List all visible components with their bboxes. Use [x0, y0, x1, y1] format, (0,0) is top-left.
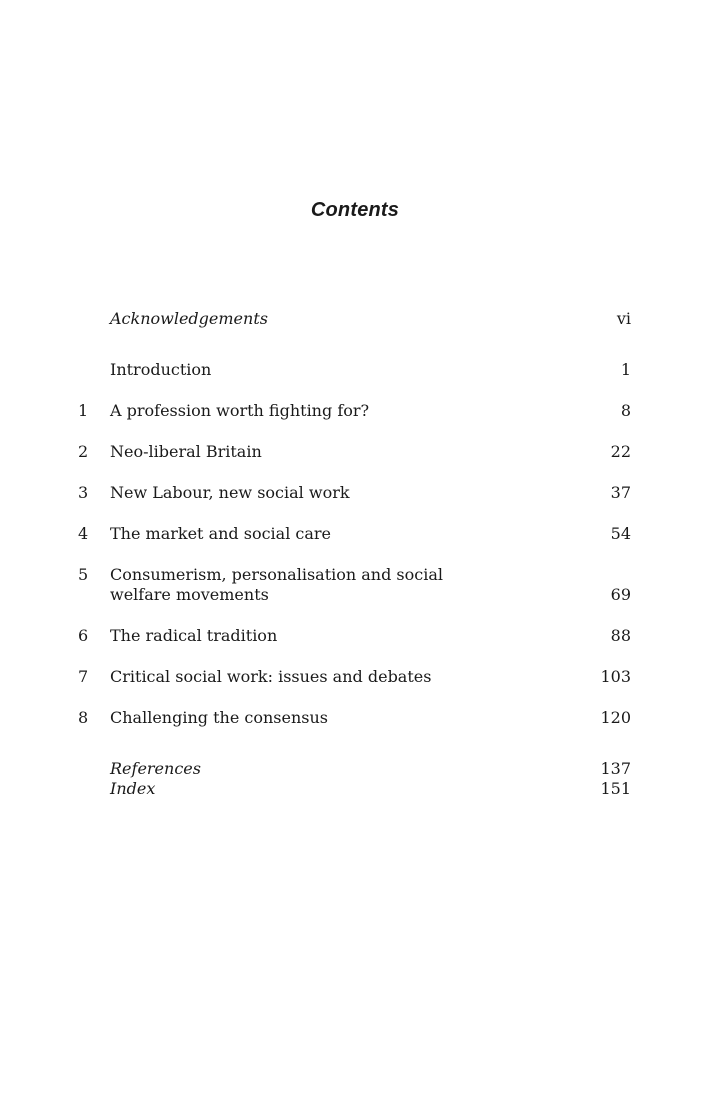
- chapter-number: 2: [78, 442, 89, 461]
- chapter-title: [110, 565, 510, 605]
- chapter-number: 6: [78, 626, 89, 645]
- chapter-page: 54: [610, 524, 631, 543]
- chapter-title: Neo-liberal Britain: [110, 442, 262, 461]
- chapter-number: 5: [78, 565, 89, 584]
- toc-entry-label: Acknowledgements: [110, 309, 268, 328]
- chapter-number: 8: [78, 708, 89, 727]
- chapter-page: 8: [620, 401, 631, 420]
- chapter-title: The radical tradition: [110, 626, 278, 645]
- toc-entry-label: Introduction: [110, 360, 212, 379]
- page-title: Contents: [310, 199, 400, 221]
- chapter-number: 7: [78, 667, 89, 686]
- chapter-page: 69: [610, 585, 631, 604]
- chapter-title: Challenging the consensus: [110, 708, 328, 727]
- chapter-page: 22: [610, 442, 631, 461]
- chapter-page: 88: [610, 626, 631, 645]
- toc-entry-label: References: [110, 759, 201, 778]
- toc-entry-page: 151: [600, 779, 631, 798]
- chapter-page: 37: [610, 483, 631, 502]
- toc-entry-page: 1: [620, 360, 631, 379]
- toc-entry-page: 137: [600, 759, 631, 778]
- chapter-title: New Labour, new social work: [110, 483, 350, 502]
- chapter-page: 120: [600, 708, 631, 727]
- toc-entry-page: vi: [616, 309, 631, 328]
- chapter-title: Critical social work: issues and debates: [110, 667, 432, 686]
- toc-entry-label: Index: [110, 779, 156, 798]
- chapter-title-line: welfare movements: [110, 585, 269, 604]
- chapter-page: 103: [600, 667, 631, 686]
- chapter-title: A profession worth fighting for?: [110, 401, 370, 420]
- chapter-title: The market and social care: [110, 524, 332, 543]
- chapter-title-line: Consumerism, personalisation and social: [110, 565, 444, 584]
- chapter-number: 3: [78, 483, 89, 502]
- chapter-number: 1: [78, 401, 89, 420]
- chapter-number: 4: [78, 524, 89, 543]
